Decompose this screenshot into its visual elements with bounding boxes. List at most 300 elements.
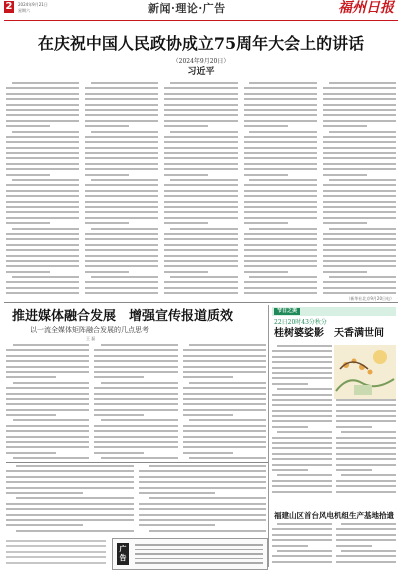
- text-line: [244, 152, 317, 154]
- text-line: [323, 104, 396, 106]
- text-line: [139, 503, 267, 505]
- text-line: [6, 503, 134, 505]
- text-line: [164, 168, 237, 170]
- text-line: [244, 195, 317, 197]
- text-line: [272, 415, 332, 417]
- text-line: [135, 558, 263, 560]
- text-line: [277, 550, 332, 552]
- text-line: [336, 464, 396, 466]
- text-line: [6, 211, 79, 213]
- text-line: [164, 157, 237, 159]
- text-line: [94, 414, 144, 416]
- text-line: [139, 519, 267, 521]
- text-line: [244, 255, 317, 257]
- text-line: [272, 410, 332, 412]
- text-line: [336, 399, 396, 401]
- text-line: [6, 168, 79, 170]
- text-line: [91, 131, 158, 133]
- text-line: [149, 465, 266, 467]
- text-line: [164, 287, 237, 289]
- text-line: [85, 217, 158, 219]
- text-line: [91, 228, 158, 230]
- text-line: [149, 530, 266, 532]
- main-headline: 在庆祝中国人民政协成立75周年大会上的讲话: [37, 34, 365, 53]
- text-line: [183, 371, 266, 373]
- text-line: [244, 292, 317, 294]
- body-column-4: [244, 82, 317, 300]
- text-line: [164, 87, 237, 89]
- text-line: [249, 228, 316, 230]
- text-line: [272, 367, 332, 369]
- text-line: [85, 265, 158, 267]
- text-line: [244, 136, 317, 138]
- text-line: [336, 458, 396, 460]
- text-line: [272, 469, 308, 471]
- text-line: [272, 447, 332, 449]
- text-line: [323, 114, 396, 116]
- text-line: [249, 131, 316, 133]
- text-line: [244, 147, 317, 149]
- text-line: [244, 287, 317, 289]
- text-line: [183, 376, 233, 378]
- text-line: [323, 136, 396, 138]
- text-line: [277, 523, 332, 525]
- text-line: [244, 271, 288, 273]
- text-line: [189, 457, 266, 459]
- text-line: [164, 249, 237, 251]
- text-line: [164, 163, 237, 165]
- text-line: [6, 409, 89, 411]
- text-line: [323, 265, 396, 267]
- text-line: [85, 120, 158, 122]
- text-line: [6, 244, 79, 246]
- text-line: [13, 457, 90, 459]
- text-line: [85, 104, 158, 106]
- text-line: [164, 281, 237, 283]
- right-bottom-text-1: [272, 523, 332, 565]
- article2-column-3: [183, 344, 266, 462]
- text-line: [85, 184, 158, 186]
- text-line: [85, 93, 158, 95]
- text-line: [323, 98, 396, 100]
- text-line: [244, 211, 317, 213]
- text-line: [183, 403, 266, 405]
- text-line: [139, 524, 216, 526]
- text-line: [94, 398, 177, 400]
- text-line: [164, 104, 237, 106]
- text-line: [336, 404, 396, 406]
- text-line: [164, 255, 237, 257]
- text-line: [329, 228, 396, 230]
- issue-weekday: 星期六: [18, 8, 30, 13]
- text-line: [85, 206, 158, 208]
- text-line: [6, 93, 79, 95]
- body-column-1: [6, 82, 79, 300]
- text-line: [6, 366, 89, 368]
- text-line: [6, 87, 79, 89]
- text-line: [85, 174, 129, 176]
- text-line: [189, 382, 266, 384]
- text-line: [6, 217, 79, 219]
- text-line: [244, 174, 288, 176]
- text-line: [277, 345, 332, 347]
- text-line: [272, 534, 332, 536]
- text-line: [183, 452, 233, 454]
- text-line: [164, 292, 237, 294]
- text-line: [244, 141, 317, 143]
- text-line: [139, 487, 267, 489]
- text-line: [323, 168, 396, 170]
- text-line: [85, 281, 158, 283]
- text-line: [91, 82, 158, 84]
- festival-banner: [272, 307, 396, 316]
- article-source: （新华社北京9月20日电）: [346, 296, 394, 301]
- text-line: [272, 437, 332, 439]
- text-line: [183, 387, 266, 389]
- text-line: [6, 195, 79, 197]
- text-line: [244, 222, 288, 224]
- text-line: [6, 545, 106, 547]
- text-line: [6, 414, 56, 416]
- text-line: [323, 184, 396, 186]
- text-line: [272, 464, 332, 466]
- text-line: [244, 168, 317, 170]
- section-divider: [4, 302, 398, 303]
- text-line: [323, 93, 396, 95]
- text-line: [323, 271, 367, 273]
- text-line: [6, 249, 79, 251]
- text-line: [6, 157, 79, 159]
- text-line: [244, 163, 317, 165]
- text-line: [272, 350, 332, 352]
- text-line: [13, 382, 90, 384]
- equinox-date: 22日20时43分秋分: [274, 319, 327, 326]
- right-column-text-1: [272, 345, 332, 495]
- text-line: [272, 545, 308, 547]
- text-line: [183, 446, 266, 448]
- text-line: [249, 276, 316, 278]
- text-line: [272, 485, 332, 487]
- text-line: [272, 442, 332, 444]
- text-line: [164, 195, 237, 197]
- article2-body: [6, 344, 266, 462]
- text-line: [6, 120, 79, 122]
- text-line: [249, 82, 316, 84]
- text-line: [164, 184, 237, 186]
- text-line: [164, 271, 208, 273]
- text-line: [164, 190, 237, 192]
- text-line: [272, 480, 332, 482]
- text-line: [183, 441, 266, 443]
- article2-column-1: [6, 344, 89, 462]
- text-line: [85, 157, 158, 159]
- text-line: [94, 349, 177, 351]
- text-line: [6, 206, 79, 208]
- column-divider: [268, 305, 269, 567]
- text-line: [336, 442, 396, 444]
- text-line: [323, 222, 367, 224]
- text-line: [6, 470, 134, 472]
- text-line: [85, 141, 158, 143]
- text-line: [329, 131, 396, 133]
- right-column: [272, 305, 396, 567]
- text-line: [91, 276, 158, 278]
- text-line: [6, 524, 83, 526]
- text-line: [336, 485, 396, 487]
- text-line: [85, 271, 129, 273]
- text-line: [336, 539, 396, 541]
- text-line: [6, 514, 134, 516]
- text-line: [6, 136, 79, 138]
- text-line: [6, 255, 79, 257]
- text-line: [323, 147, 396, 149]
- text-line: [244, 217, 317, 219]
- text-line: [323, 163, 396, 165]
- text-line: [272, 555, 332, 557]
- text-line: [336, 555, 396, 557]
- text-line: [85, 238, 158, 240]
- text-line: [12, 179, 79, 181]
- text-line: [6, 271, 50, 273]
- text-line: [323, 190, 396, 192]
- body-column-3: [164, 82, 237, 300]
- ad-text: [135, 544, 263, 567]
- main-article-body: [6, 82, 396, 300]
- text-line: [323, 125, 367, 127]
- text-line: [272, 453, 332, 455]
- text-line: [272, 458, 332, 460]
- text-line: [272, 377, 332, 379]
- text-line: [170, 276, 237, 278]
- text-line: [6, 349, 89, 351]
- text-line: [6, 562, 106, 564]
- text-line: [85, 249, 158, 251]
- text-line: [164, 222, 208, 224]
- text-line: [94, 360, 177, 362]
- text-line: [323, 281, 396, 283]
- text-line: [323, 244, 396, 246]
- text-line: [6, 452, 56, 454]
- text-line: [139, 508, 267, 510]
- text-line: [323, 152, 396, 154]
- text-line: [323, 109, 396, 111]
- text-line: [244, 114, 317, 116]
- text-line: [85, 163, 158, 165]
- text-line: [277, 474, 332, 476]
- text-line: [183, 436, 266, 438]
- text-line: [6, 98, 79, 100]
- page-header: [0, 0, 402, 28]
- text-line: [244, 265, 317, 267]
- text-line: [164, 93, 237, 95]
- text-line: [164, 125, 208, 127]
- text-line: [101, 382, 178, 384]
- text-line: [189, 419, 266, 421]
- header-divider: [4, 20, 398, 21]
- text-line: [336, 420, 396, 422]
- text-line: [329, 179, 396, 181]
- text-line: [329, 82, 396, 84]
- text-line: [183, 393, 266, 395]
- text-line: [336, 528, 396, 530]
- text-line: [6, 425, 89, 427]
- text-line: [244, 260, 317, 262]
- text-line: [94, 371, 177, 373]
- text-line: [164, 141, 237, 143]
- text-line: [6, 163, 79, 165]
- text-line: [272, 372, 332, 374]
- text-line: [6, 265, 79, 267]
- text-line: [91, 179, 158, 181]
- text-line: [135, 562, 263, 564]
- text-line: [6, 238, 79, 240]
- text-line: [189, 344, 266, 346]
- text-line: [244, 125, 288, 127]
- text-line: [323, 195, 396, 197]
- text-line: [272, 491, 332, 493]
- text-line: [164, 238, 237, 240]
- text-line: [244, 120, 317, 122]
- bottom-left-text: [6, 540, 106, 567]
- text-line: [183, 355, 266, 357]
- text-line: [6, 281, 79, 283]
- text-line: [6, 174, 50, 176]
- text-line: [272, 528, 332, 530]
- text-line: [249, 179, 316, 181]
- text-line: [323, 87, 396, 89]
- text-line: [94, 446, 177, 448]
- text-line: [323, 201, 396, 203]
- text-line: [164, 233, 237, 235]
- text-line: [149, 497, 266, 499]
- text-line: [6, 556, 106, 558]
- text-line: [244, 157, 317, 159]
- text-line: [183, 366, 266, 368]
- body-column-2: [85, 82, 158, 300]
- text-line: [85, 211, 158, 213]
- text-line: [6, 355, 89, 357]
- text-line: [6, 147, 79, 149]
- text-line: [164, 109, 237, 111]
- text-line: [6, 222, 50, 224]
- text-line: [13, 344, 90, 346]
- text-line: [12, 228, 79, 230]
- text-line: [6, 233, 79, 235]
- section-title: 新闻·理论·广告: [148, 2, 226, 15]
- text-line: [6, 519, 134, 521]
- text-line: [336, 437, 396, 439]
- text-line: [94, 387, 177, 389]
- text-line: [12, 276, 79, 278]
- text-line: [6, 430, 89, 432]
- text-line: [85, 125, 129, 127]
- text-line: [244, 184, 317, 186]
- text-line: [101, 419, 178, 421]
- text-line: [164, 260, 237, 262]
- text-line: [6, 551, 106, 553]
- text-line: [6, 152, 79, 154]
- lower-column-2: [139, 465, 267, 533]
- text-line: [170, 228, 237, 230]
- text-line: [323, 206, 396, 208]
- text-line: [6, 125, 50, 127]
- text-line: [341, 474, 396, 476]
- lower-column-1: [6, 465, 134, 533]
- text-line: [6, 287, 79, 289]
- text-line: [6, 446, 89, 448]
- text-line: [183, 349, 266, 351]
- article2-author: 王 磊: [86, 336, 96, 341]
- text-line: [272, 356, 332, 358]
- text-line: [323, 174, 367, 176]
- text-line: [85, 292, 158, 294]
- text-line: [139, 481, 267, 483]
- text-line: [272, 404, 332, 406]
- text-line: [85, 244, 158, 246]
- text-line: [6, 508, 134, 510]
- text-line: [12, 131, 79, 133]
- text-line: [135, 553, 263, 555]
- text-line: [183, 430, 266, 432]
- issue-date: 2024年9月21日: [18, 2, 48, 7]
- text-line: [336, 545, 372, 547]
- text-line: [85, 136, 158, 138]
- text-line: [341, 431, 396, 433]
- text-line: [6, 387, 89, 389]
- text-line: [341, 550, 396, 552]
- text-line: [6, 292, 79, 294]
- text-line: [6, 201, 79, 203]
- text-line: [135, 544, 263, 546]
- text-line: [6, 376, 56, 378]
- text-line: [6, 260, 79, 262]
- advertisement: [112, 538, 268, 570]
- text-line: [6, 481, 134, 483]
- text-line: [323, 211, 396, 213]
- text-line: [6, 403, 89, 405]
- text-line: [164, 265, 237, 267]
- text-line: [170, 131, 237, 133]
- banner-label: 节日之美: [274, 308, 300, 315]
- text-line: [94, 376, 144, 378]
- text-line: [323, 287, 396, 289]
- text-line: [94, 430, 177, 432]
- text-line: [6, 393, 89, 395]
- newspaper-logo: 福州日报: [338, 0, 394, 16]
- text-line: [336, 426, 372, 428]
- text-line: [272, 383, 308, 385]
- text-line: [139, 514, 267, 516]
- right-bottom-text-2: [336, 523, 396, 565]
- text-line: [6, 398, 89, 400]
- article2-title: 推进媒体融合发展 增强宣传报道质效: [12, 309, 234, 324]
- text-line: [244, 238, 317, 240]
- right-bottom-body: [272, 523, 396, 565]
- text-line: [6, 441, 89, 443]
- text-line: [336, 491, 396, 493]
- text-line: [244, 104, 317, 106]
- article2-column-2: [94, 344, 177, 462]
- text-line: [323, 255, 396, 257]
- text-line: [244, 98, 317, 100]
- text-line: [6, 190, 79, 192]
- text-line: [164, 206, 237, 208]
- text-line: [164, 136, 237, 138]
- text-line: [336, 534, 396, 536]
- text-line: [164, 217, 237, 219]
- text-line: [164, 98, 237, 100]
- text-line: [6, 184, 79, 186]
